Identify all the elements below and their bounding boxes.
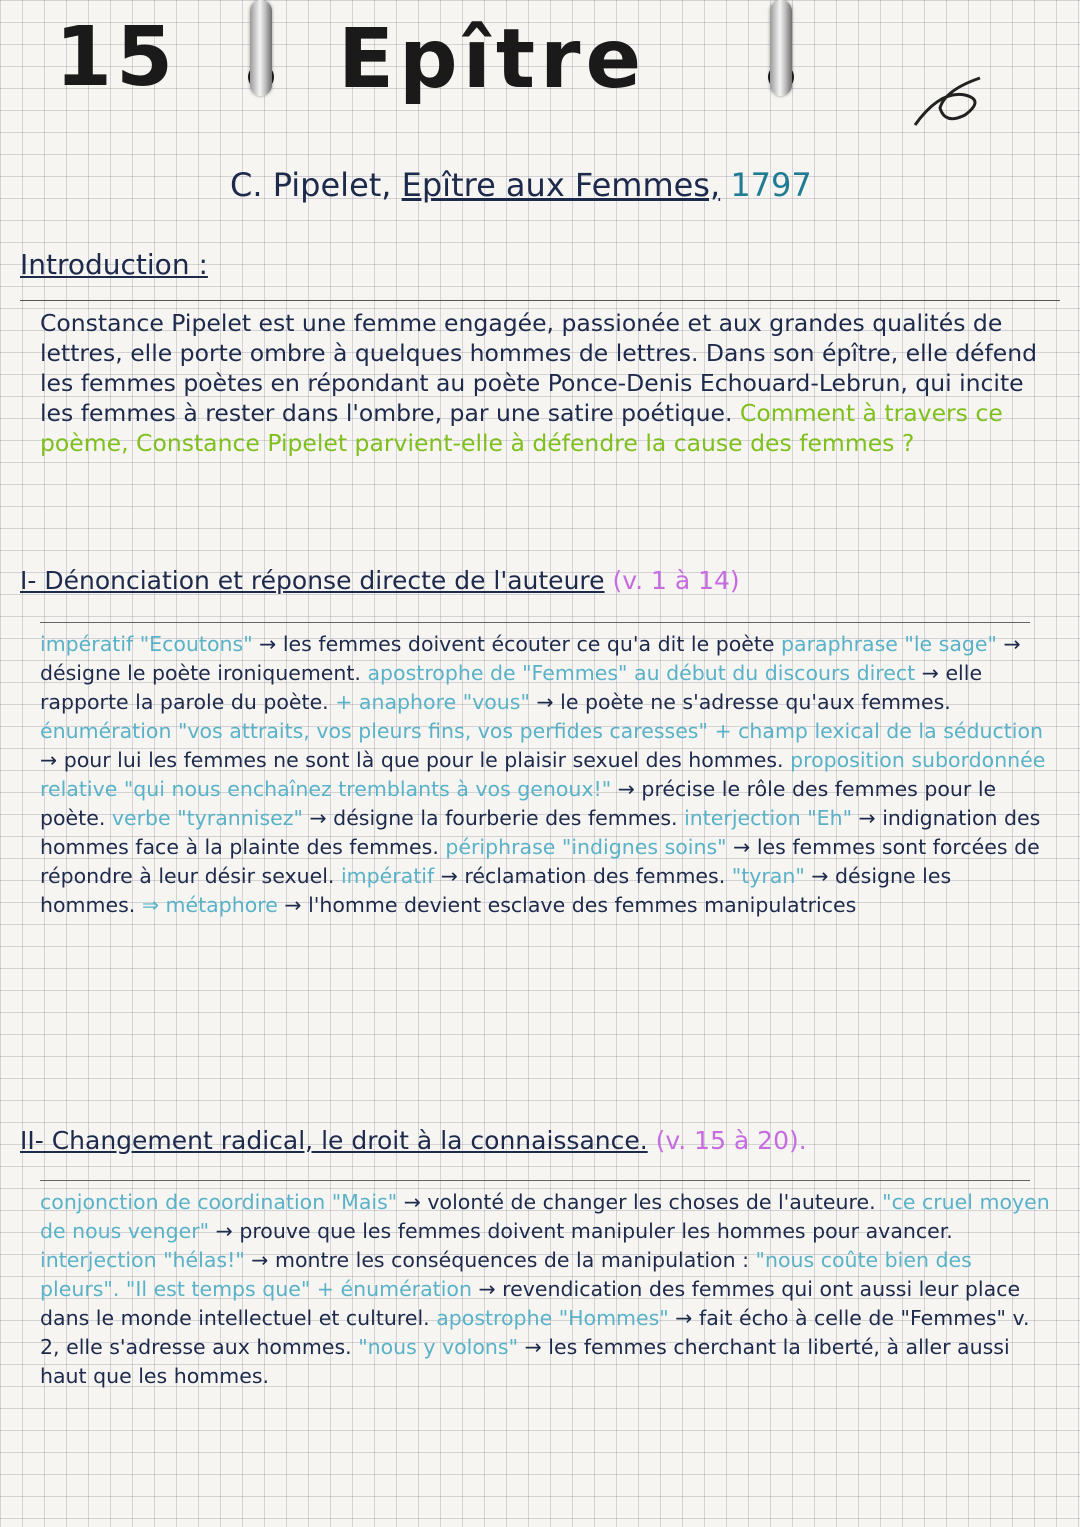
binder-ring [250, 0, 272, 96]
analysis-term: apostrophe de "Femmes" au début du discours direct [367, 661, 916, 685]
section2-title: II- Changement radical, le droit à la connaissance. [20, 1126, 648, 1155]
analysis-comment: → revendication des femmes qui ont aussi leur place dans le monde intellectuel et culturel. [40, 1277, 1021, 1330]
introduction-text [40, 308, 1060, 458]
divider [40, 622, 1030, 623]
introduction-heading: Introduction : [20, 248, 208, 281]
analysis-comment: → désigne les hommes. [40, 864, 952, 917]
analysis-term: interjection "Eh" [684, 806, 853, 830]
analysis-comment: → les femmes sont forcées de répondre à leur désir sexuel. [40, 835, 1040, 888]
analysis-comment: → désigne la fourberie des femmes. [309, 806, 678, 830]
analysis-term: énumération "vos attraits, vos pleurs fins, vos perfides caresses" + champ lexical de la séduction [40, 719, 1044, 743]
section1-range: (v. 1 à 14) [612, 566, 740, 595]
analysis-comment: → précise le rôle des femmes pour le poète. [40, 777, 997, 830]
analysis-comment: → pour lui les femmes ne sont là que pour le plaisir sexuel des hommes. [40, 748, 784, 772]
analysis-comment: → le poète ne s'adresse qu'aux femmes. [536, 690, 951, 714]
section2-range: (v. 15 à 20). [655, 1126, 807, 1155]
analysis-comment: → fait écho à celle de "Femmes" v. 2, elle s'adresse aux hommes. [40, 1306, 1030, 1359]
analysis-term: ⇒ métaphore [141, 893, 278, 917]
analysis-term: interjection "hélas!" [40, 1248, 245, 1272]
analysis-comment: → elle rapporte la parole du poète. [40, 661, 983, 714]
section2-heading [20, 1126, 807, 1155]
introduction-body: Constance Pipelet est une femme engagée, passionée et aux grandes qualités de lettres, elle porte ombre à quelques hommes de lettres. Dans son épître, elle défend les femmes poètes en répondant au poète Ponce-Denis Echouard-Lebrun, qui incite les femmes à rester dans l'ombre, par une satire poétique. [40, 309, 1038, 427]
analysis-term: paraphrase "le sage" [781, 632, 997, 656]
analysis-term: proposition subordonnée relative "qui nous enchaînez tremblants à vos genoux!" [40, 748, 1046, 801]
divider [20, 300, 1060, 301]
analysis-term: impératif "Ecoutons" [40, 632, 253, 656]
year: 1797 [730, 166, 812, 204]
page-number: 15 [55, 10, 178, 105]
author: C. Pipelet, [230, 166, 392, 204]
analysis-comment: → volonté de changer les choses de l'auteure. [403, 1190, 876, 1214]
problematic-question: Comment à travers ce poème, Constance Pipelet parvient-elle à défendre la cause des femmes ? [40, 399, 1003, 457]
binder-ring [770, 0, 792, 96]
section2-body [40, 1188, 1050, 1391]
analysis-term: "nous coûte bien des pleurs". "Il est temps que" + énumération [40, 1248, 972, 1301]
analysis-comment: → l'homme devient esclave des femmes manipulatrices [284, 893, 857, 917]
analysis-comment: → les femmes doivent écouter ce qu'a dit le poète [259, 632, 775, 656]
analysis-term: périphrase "indignes soins" [445, 835, 727, 859]
analysis-term: "nous y volons" [358, 1335, 519, 1359]
analysis-comment: → indignation des hommes face à la plainte des femmes. [40, 806, 1041, 859]
document-subtitle [230, 166, 812, 204]
analysis-term: impératif [340, 864, 435, 888]
section1-body [40, 630, 1050, 920]
page-title: Epître [338, 12, 647, 107]
section1-heading [20, 566, 740, 595]
work-title: Epître aux Femmes, [401, 166, 721, 204]
section1-title: I- Dénonciation et réponse directe de l'auteure [20, 566, 605, 595]
analysis-term: conjonction de coordination "Mais" [40, 1190, 398, 1214]
analysis-term: "ce cruel moyen de nous venger" [40, 1190, 1050, 1243]
analysis-term: + anaphore "vous" [335, 690, 530, 714]
analysis-comment: → désigne le poète ironiquement. [40, 632, 1021, 685]
divider [40, 1180, 1030, 1181]
analysis-comment: → montre les conséquences de la manipulation : [251, 1248, 750, 1272]
analysis-comment: → prouve que les femmes doivent manipuler les hommes pour avancer. [215, 1219, 953, 1243]
scribble-icon [905, 70, 995, 140]
analysis-term: apostrophe "Hommes" [436, 1306, 669, 1330]
analysis-term: verbe "tyrannisez" [111, 806, 303, 830]
analysis-comment: → réclamation des femmes. [440, 864, 726, 888]
analysis-comment: → les femmes cherchant la liberté, à aller aussi haut que les hommes. [40, 1335, 1010, 1388]
analysis-term: "tyran" [731, 864, 805, 888]
